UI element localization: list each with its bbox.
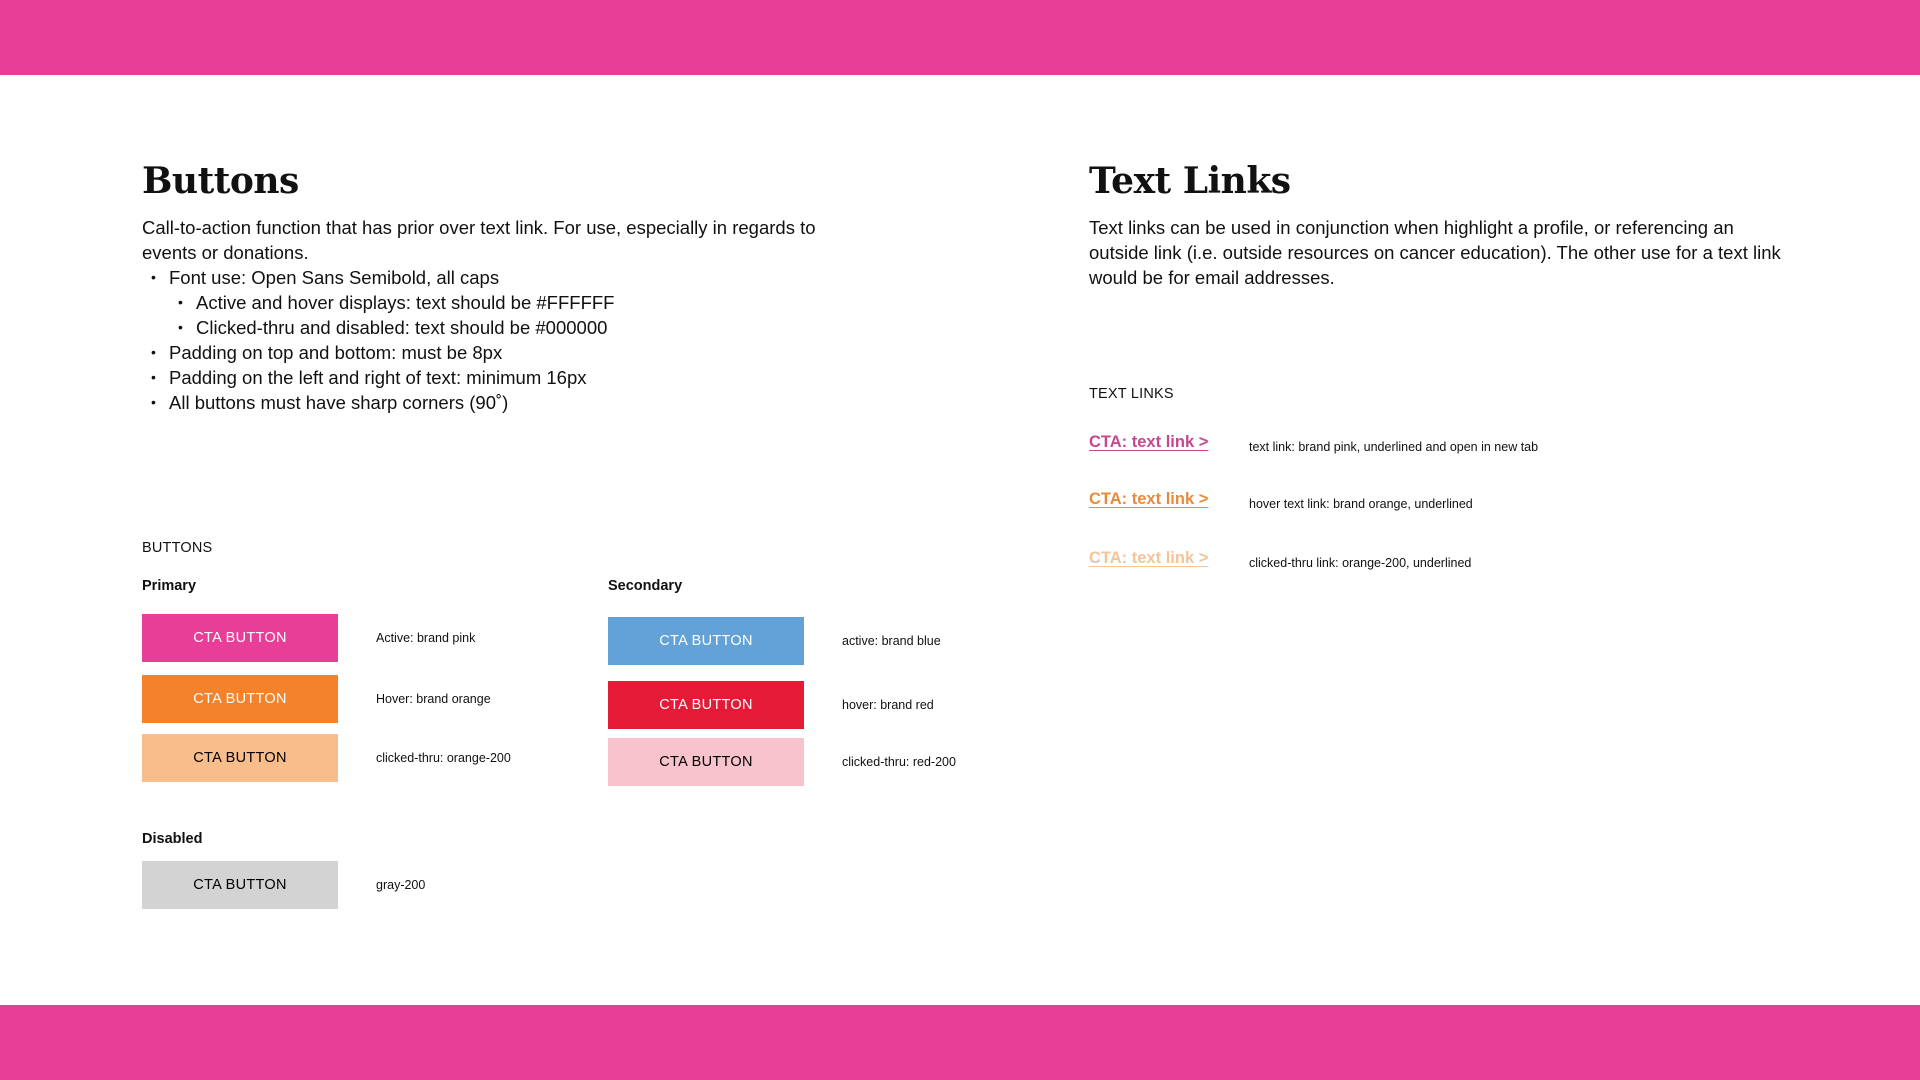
secondary-clicked-thru-button[interactable]: CTA BUTTON — [608, 738, 804, 786]
secondary-label: Secondary — [608, 578, 683, 594]
text-link-active-note: text link: brand pink, underlined and open in new tab — [1249, 440, 1539, 454]
bottom-brand-band — [0, 1005, 1920, 1080]
buttons-group-label: BUTTONS — [142, 540, 213, 556]
primary-hover-button[interactable]: CTA BUTTON — [142, 675, 338, 723]
button-rules-list — [142, 265, 614, 415]
text-links-heading: Text Links — [1089, 160, 1291, 202]
secondary-hover-button[interactable]: CTA BUTTON — [608, 681, 804, 729]
text-link-clicked-thru[interactable]: CTA: text link > — [1089, 549, 1209, 567]
primary-clicked-thru-button[interactable]: CTA BUTTON — [142, 734, 338, 782]
secondary-hover-note: hover: brand red — [842, 698, 934, 712]
secondary-active-button[interactable]: CTA BUTTON — [608, 617, 804, 665]
secondary-clicked-thru-note: clicked-thru: red-200 — [842, 755, 956, 769]
text-links-group-label: TEXT LINKS — [1089, 386, 1174, 402]
rule-vertical-padding: • Padding on top and bottom: must be 8px — [142, 340, 614, 365]
buttons-heading: Buttons — [142, 160, 299, 202]
rule-sharp-corners: • All buttons must have sharp corners (90˚) — [142, 390, 614, 415]
text-link-hover[interactable]: CTA: text link > — [1089, 490, 1209, 508]
buttons-intro: Call-to-action function that has prior over text link. For use, especially in regards to events or donations. — [142, 217, 816, 263]
rule-clicked-disabled-text: • Clicked-thru and disabled: text should be #000000 — [142, 315, 614, 340]
primary-active-button[interactable]: CTA BUTTON — [142, 614, 338, 662]
disabled-button[interactable]: CTA BUTTON — [142, 861, 338, 909]
top-brand-band — [0, 0, 1920, 75]
primary-hover-note: Hover: brand orange — [376, 692, 491, 706]
rule-active-hover-text: • Active and hover displays: text should be #FFFFFF — [142, 290, 614, 315]
text-link-clicked-thru-note: clicked-thru link: orange-200, underlined — [1249, 556, 1472, 570]
primary-label: Primary — [142, 578, 197, 594]
primary-active-note: Active: brand pink — [376, 631, 476, 645]
disabled-note: gray-200 — [376, 878, 426, 892]
text-link-active[interactable]: CTA: text link > — [1089, 433, 1209, 451]
secondary-active-note: active: brand blue — [842, 634, 941, 648]
disabled-label: Disabled — [142, 831, 203, 847]
text-links-intro: Text links can be used in conjunction when highlight a profile, or referencing an outside link (i.e. outside resources on cancer education). The other use for a text link would be for email addresses. — [1089, 217, 1781, 288]
rule-font-use: • Font use: Open Sans Semibold, all caps — [142, 265, 614, 290]
rule-horizontal-padding: • Padding on the left and right of text: minimum 16px — [142, 365, 614, 390]
primary-clicked-thru-note: clicked-thru: orange-200 — [376, 751, 511, 765]
text-link-hover-note: hover text link: brand orange, underlined — [1249, 497, 1473, 511]
